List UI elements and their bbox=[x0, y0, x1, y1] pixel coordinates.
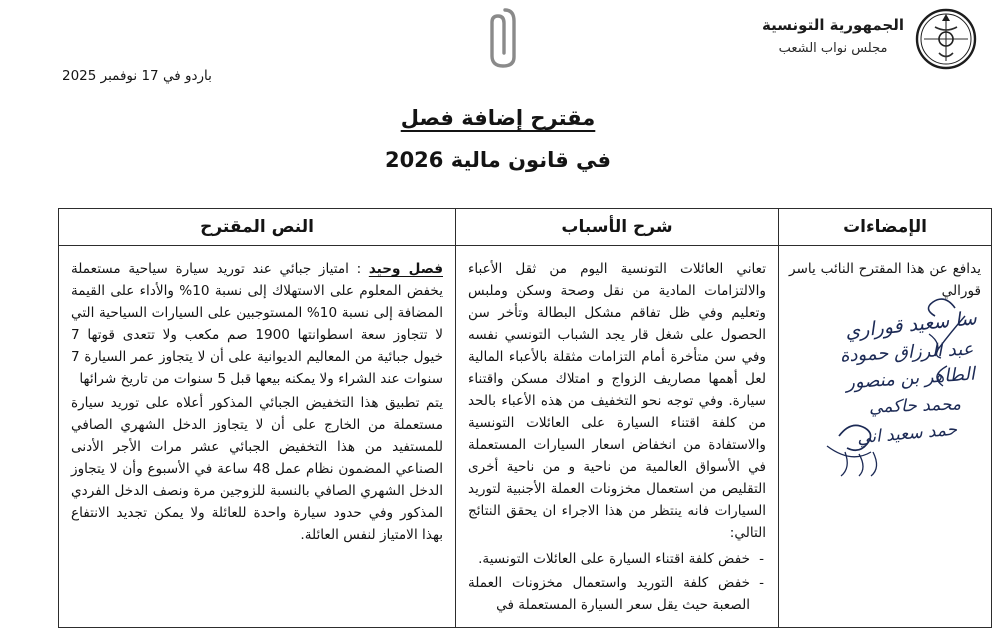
assembly-name: مجلس نواب الشعب bbox=[778, 41, 888, 57]
page-subtitle: في قانون مالية 2026 bbox=[384, 148, 612, 172]
signature-intro-text: يدافع عن هذا المقترح النائب ياسر قورالي bbox=[789, 261, 981, 300]
republic-heading bbox=[762, 14, 904, 59]
table-row bbox=[59, 246, 992, 628]
signature-line-5: حمد سعيد اني bbox=[856, 419, 958, 449]
proposed-text-paragraph-1 bbox=[71, 258, 443, 390]
reasons-bullet-2: - خفض كلفة التوريد واستعمال مخزونات العملة الصعبة حيث يقل سعر السيارة المستعملة في bbox=[468, 572, 766, 616]
reasons-bullet-list bbox=[468, 548, 766, 616]
signature-line-2: عبد الرزاق حمودة bbox=[839, 338, 974, 367]
tunisia-emblem-icon bbox=[910, 6, 982, 72]
page-title: مقترح إضافة فصل bbox=[400, 106, 596, 130]
document-header bbox=[0, 0, 996, 92]
signatures-body bbox=[779, 246, 991, 618]
reasons-cell bbox=[456, 246, 779, 628]
reasons-body bbox=[456, 246, 778, 618]
table-header-row bbox=[59, 209, 992, 246]
proposed-text-body bbox=[59, 246, 455, 618]
signature-line-4: محمد حاكمي bbox=[868, 394, 962, 418]
title-block bbox=[0, 106, 996, 172]
reasons-paragraph: تعاني العائلات التونسية اليوم من ثقل الأعباء والالتزامات المادية من نقل وصحة وسكن وملبس وتعليم وفي ظل تفاقم مشكل البطالة وتأخر سن الحصول على شغل قار يجد الشباب التونسي نفسه وفي سن متأخرة أمام التزامات مثقلة بالأعباء المالية لعل أهمها مصاريف الزواج و امتلاك مسكن واقتناء سيارة. وفي توجه نحو التخفيف من هذه الأعباء بالحد من كلفة اقتناء السيارة على العائلات التونسية والاستفادة من انخفاض اسعار السيارات المستعملة في الأسواق العالمية من ناحية و من ناحية أخرى التقليص من استعمال مخزونات العملة الأجنبية لتوريد السيارات فانه ينتظر من هذا الاجراء ان يحقق النتائج التالي: bbox=[468, 261, 766, 542]
column-header-text: النص المقترح bbox=[59, 209, 456, 246]
document-date: باردو في 17 نوفمبر 2025 bbox=[62, 68, 212, 84]
proposed-text-paragraph-2: يتم تطبيق هذا التخفيض الجبائي المذكور أعلاه على توريد سيارة مستعملة من الخارج على أن لا يتجاوز الدخل الشهري الصافي للمستفيد من هذا التخفيض الجبائي عشر مرات الأجر الأدنى الصناعي المضمون نظام عمل 48 ساعة في الأسبوع وأن لا يتجاوز الدخل الشهري الصافي بالنسبة للزوجين مرة ونصف الدخل الفردي المذكور وفي حدود سيارة واحدة للعائلة ولا يمكن تجديد الانتفاع بهذا الامتياز لنفس العائلة. bbox=[71, 395, 443, 544]
proposed-text-p1: : امتياز جبائي عند توريد سيارة سياحية مستعملة يخفض المعلوم على الاستهلاك إلى نسبة 10% والأداء على القيمة المضافة إلى نسبة 10% المستوجبين على السيارات السياحية التي لا تتجاوز سعة اسطوانتها 1900 صم مكعب ولا تتعدى قوتها 7 خيول جبائية من المعاليم الديوانية على أن لا يتجاوز عمر السيارة 7 سنوات عند الشراء ولا يمكنه بيعها قبل 5 سنوات من تاريخ شرائها bbox=[71, 261, 444, 388]
article-label: فصل وحيد bbox=[368, 261, 443, 277]
signatures-cell bbox=[779, 246, 992, 628]
signature-line-3: الطاهر بن منصور bbox=[845, 363, 976, 394]
paper-clip-icon bbox=[475, 4, 521, 70]
signature-line-1: سا سعيد قوراري bbox=[844, 307, 978, 343]
column-header-reasons: شرح الأسباب bbox=[456, 209, 779, 246]
reasons-bullet-1: - خفض كلفة اقتناء السيارة على العائلات التونسية. bbox=[468, 548, 766, 570]
proposal-table bbox=[58, 208, 992, 628]
republic-name: الجمهورية التونسية bbox=[762, 16, 904, 34]
column-header-signatures: الإمضاءات bbox=[779, 209, 992, 246]
proposed-text-cell bbox=[59, 246, 456, 628]
